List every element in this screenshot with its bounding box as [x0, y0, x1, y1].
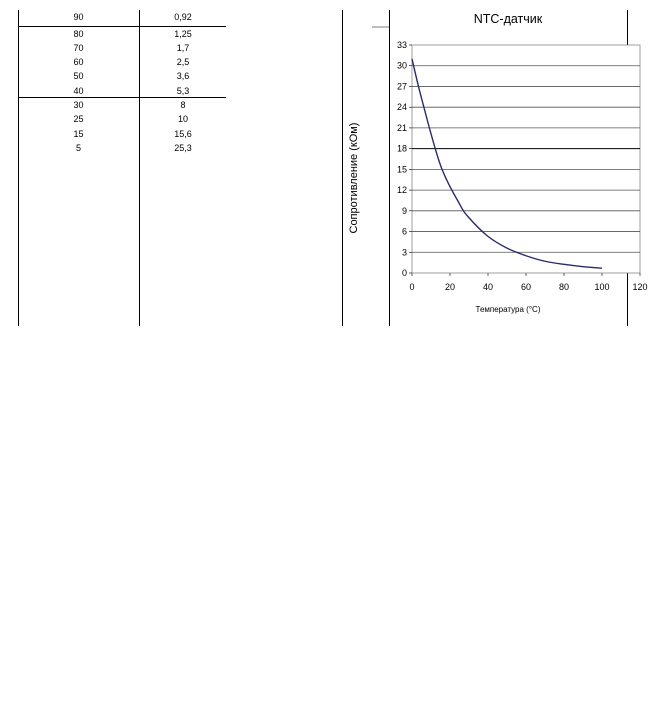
table-row: [18, 10, 226, 24]
table-separator: [18, 97, 226, 98]
table-separator: [18, 26, 226, 27]
x-tick-label: 60: [520, 282, 532, 292]
y-tick-label: 6: [401, 226, 407, 237]
ntc-chart: [343, 0, 648, 330]
x-tick-label: 120: [632, 282, 648, 292]
x-axis-label: Температура (°C): [475, 305, 541, 314]
resistance-cell: 2,5: [176, 57, 190, 68]
table-row: [18, 98, 226, 112]
resistance-cell: 15,6: [174, 128, 192, 139]
chart-title: NTC-датчик: [473, 12, 543, 26]
table-row: [18, 55, 226, 69]
temperature-cell: 60: [73, 57, 84, 68]
resistance-cell: 1,25: [174, 28, 192, 39]
temperature-cell: 15: [73, 128, 84, 139]
resistance-cell: 1,7: [176, 42, 190, 53]
y-tick-label: 3: [401, 247, 407, 258]
temperature-cell: 80: [73, 28, 84, 39]
x-tick-label: 100: [594, 282, 610, 292]
x-tick-label: 0: [409, 282, 415, 292]
y-tick-label: 27: [396, 81, 407, 92]
temperature-cell: 40: [73, 85, 84, 96]
y-tick-label: 21: [396, 122, 407, 133]
y-tick-label: 30: [396, 60, 407, 71]
temperature-cell: 30: [73, 100, 84, 110]
temperature-cell: 70: [73, 42, 84, 53]
table-row: [18, 112, 226, 126]
table-row: [18, 69, 226, 83]
temperature-cell: 5: [75, 142, 81, 153]
temperature-cell: 25: [73, 114, 84, 125]
x-tick-label: 20: [444, 282, 456, 292]
table-row: [18, 141, 226, 155]
y-tick-label: 15: [396, 164, 407, 175]
resistance-cell: 5,3: [176, 85, 190, 96]
table-row: [18, 127, 226, 141]
y-axis-label: Сопротивление (кОм): [348, 122, 360, 234]
temperature-cell: 90: [73, 12, 84, 22]
table-row: [18, 84, 226, 98]
y-tick-label: 18: [396, 143, 407, 154]
resistance-cell: 3,6: [176, 71, 190, 82]
plot-area: [412, 45, 640, 273]
y-tick-label: 24: [396, 102, 407, 113]
resistance-cell: 25,3: [174, 142, 192, 153]
y-tick-label: 0: [401, 268, 407, 278]
x-tick-label: 40: [482, 282, 494, 292]
table-row: [18, 41, 226, 55]
temperature-cell: 50: [73, 71, 84, 82]
y-tick-label: 12: [396, 185, 407, 196]
table-row: [18, 27, 226, 41]
x-tick-label: 80: [558, 282, 570, 292]
y-tick-label: 33: [396, 40, 407, 50]
resistance-cell: 10: [177, 114, 188, 125]
resistance-cell: 8: [180, 100, 186, 110]
y-tick-label: 9: [401, 205, 407, 216]
resistance-cell: 0,92: [174, 12, 192, 22]
